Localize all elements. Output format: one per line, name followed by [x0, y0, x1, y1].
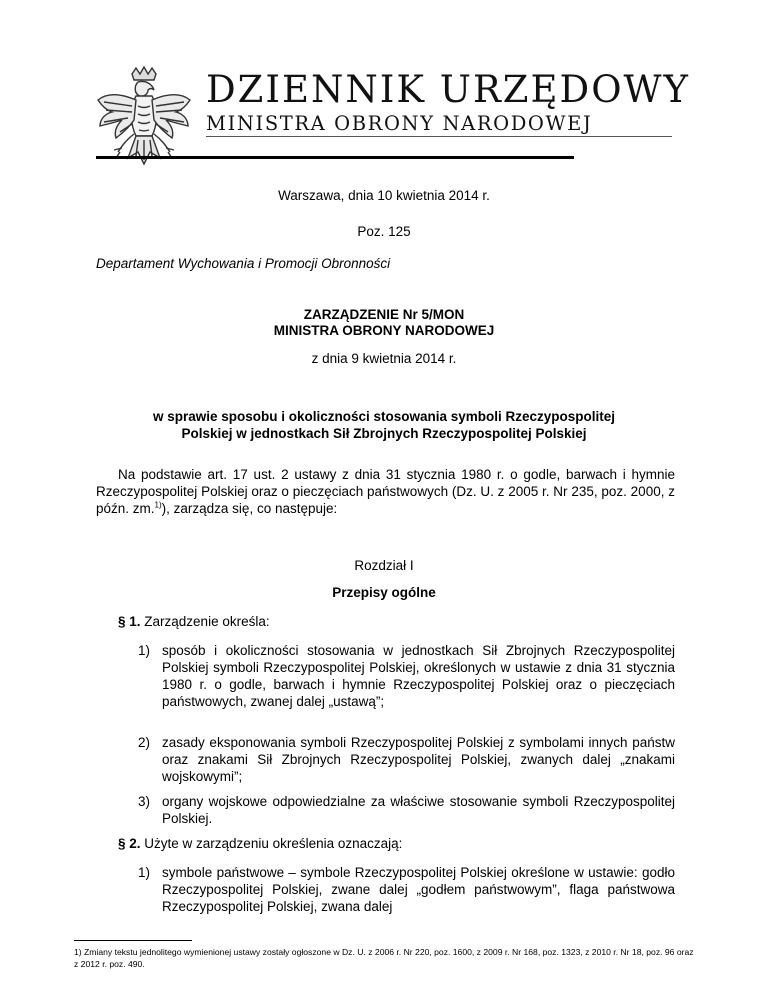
list-item-number: 3) [138, 794, 151, 809]
position-number: Poz. 125 [357, 224, 411, 239]
place-date: Warszawa, dnia 10 kwietnia 2014 r. [278, 188, 490, 203]
eagle-emblem-icon [92, 66, 196, 178]
list-item-number: 2) [138, 735, 151, 750]
section-1-mark: § 1. [118, 614, 141, 629]
act-subject-line1: w sprawie sposobu i okoliczności stosowania symboli Rzeczypospolitej [152, 409, 616, 424]
list-item-text: organy wojskowe odpowiedzialne za właściwe stosowanie symboli Rzeczypospolitej Polskiej. [162, 794, 675, 826]
department-name: Departament Wychowania i Promocji Obronności [96, 256, 391, 271]
act-title-line2: MINISTRA OBRONY NARODOWEJ [273, 323, 495, 338]
masthead [206, 70, 690, 136]
header-rule [96, 156, 574, 159]
footnote: 1) Zmiany tekstu jednolitego wymienionej ustawy zostały ogłoszone w Dz. U. z 2006 r. Nr 220, poz. 1600, z 2009 r. Nr 168, poz. 1323, z 2010 r. Nr 18, poz. 96 oraz z 2012 r. poz. 490. [74, 947, 694, 969]
list-item-text: zasady eksponowania symboli Rzeczypospolitej Polskiej z symbolami innych państw oraz znakami Sił Zbrojnych Rzeczypospolitej Polskiej, zwanych dalej „znakami wojskowymi”; [162, 735, 675, 784]
journal-subtitle: MINISTRA OBRONY NARODOWEJ [206, 112, 593, 135]
list-item [138, 793, 675, 827]
section-2-mark: § 2. [118, 836, 141, 851]
list-item-number: 1) [138, 865, 151, 880]
act-title-line1: ZARZĄDZENIE Nr 5/MON [303, 307, 465, 322]
preamble-tail: ), zarządza się, co następuje: [161, 501, 338, 516]
list-item-text: symbole państwowe – symbole Rzeczypospolitej Polskiej określone w ustawie: godło Rzeczypospolitej Polskiej, zwane dalej „godłem państwowym”, flaga państwowa Rzeczypospolitej Polskiej, zwana dalej [162, 865, 675, 914]
list-item [138, 642, 675, 710]
section-1-intro [118, 613, 270, 630]
section-1-intro-text: Zarządzenie określa: [140, 614, 270, 629]
footnote-ref[interactable]: 1) [154, 500, 162, 510]
footnote-separator [74, 940, 192, 941]
list-item [138, 734, 675, 785]
list-item [138, 864, 675, 915]
preamble [96, 466, 675, 517]
act-date: z dnia 9 kwietnia 2014 r. [311, 351, 457, 366]
journal-title: DZIENNIK URZĘDOWY [206, 68, 690, 111]
chapter-label: Rozdział I [354, 558, 414, 573]
section-2-intro-text: Użyte w zarządzeniu określenia oznaczają: [140, 836, 403, 851]
masthead-rule [206, 136, 672, 137]
chapter-title: Przepisy ogólne [332, 585, 436, 600]
list-item-number: 1) [138, 643, 151, 658]
act-subject-line2: Polskiej w jednostkach Sił Zbrojnych Rzeczypospolitej Polskiej [181, 426, 587, 441]
preamble-text: Na podstawie art. 17 ust. 2 ustawy z dnia 31 stycznia 1980 r. o godle, barwach i hymnie Rzeczypospolitej Polskiej oraz o pieczęciach państwowych (Dz. U. z 2005 r. Nr 235, poz. 2000, z późn. zm. [96, 467, 675, 516]
section-2-intro [118, 835, 402, 852]
list-item-text: sposób i okoliczności stosowania w jednostkach Sił Zbrojnych Rzeczypospolitej Polskiej symboli Rzeczypospolitej Polskiej, określonych w ustawie z dnia 31 stycznia 1980 r. o godle, barwach i hymnie Rzeczypospolitej Polskiej oraz o pieczęciach państwowych, zwanej dalej „ustawą”; [162, 643, 675, 709]
